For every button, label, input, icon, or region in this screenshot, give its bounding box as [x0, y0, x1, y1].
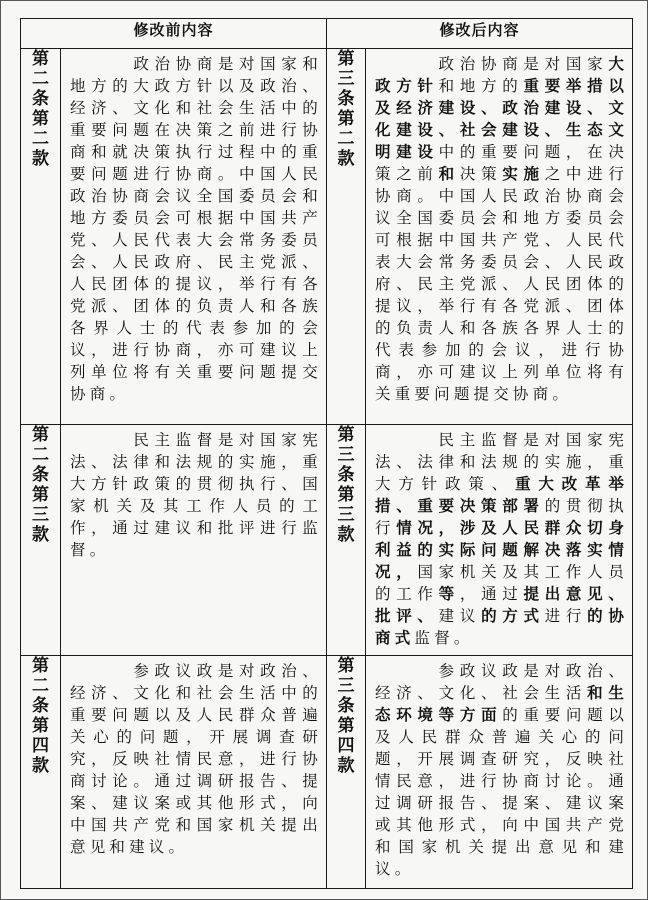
before-clause-label: 第二条第二款 — [32, 49, 49, 169]
unchanged-text: 民主监督是对国家宪法、法律和法规的实施，重大方针政策、 — [375, 431, 629, 493]
before-clause-label-cell — [21, 656, 61, 889]
after-content-cell — [366, 425, 633, 656]
unchanged-text: ，通过 — [459, 585, 524, 603]
before-text: 参政议政是对政治、经济、文化和社会生活中的重要问题以及人民群众普遍关心的问题，开展调查研究，反映社情民意，进行协商讨论。通过调研报告、提案、建议案或其他形式，向中国共产党和国家机关提出意见和建议。 — [70, 662, 323, 856]
after-content — [366, 425, 632, 649]
after-clause-label-cell — [327, 656, 366, 889]
amended-text: 的方式 — [481, 607, 545, 625]
amended-text: 提出意见、批评、 — [375, 585, 629, 625]
after-content-cell — [366, 656, 633, 889]
before-content-cell — [61, 49, 327, 425]
amended-text: 和生态环境等方面 — [375, 684, 629, 724]
unchanged-text: 的贯彻执行 — [375, 497, 629, 537]
before-clause-label: 第二条第三款 — [32, 425, 49, 545]
amendment-comparison-table — [20, 18, 633, 889]
after-clause-label: 第三条第二款 — [337, 49, 355, 169]
before-content — [61, 425, 326, 561]
before-text: 政治协商是对国家和地方的大政方针以及政治、经济、文化和社会生活中的重要问题在决策之前进行协商和就决策执行过程中的重要问题进行协商。中国人民政治协商会议全国委员会和地方委员会可根据中国共产党、人民代表大会常务委员会、人民政府、民主党派、人民团体的提议，举行有各党派、团体的负责人和各族各界人士的代表参加的会议，进行协商，亦可建议上列单位将有关重要问题提交协商。 — [70, 55, 323, 403]
before-text: 民主监督是对国家宪法、法律和法规的实施，重大方针政策的贯彻执行、国家机关及其工作人员的工作，通过建议和批评进行监督。 — [70, 431, 323, 559]
amended-text: 情况，涉及人民群众切身利益的实际问题解决落实情况， — [375, 519, 629, 581]
after-content — [366, 656, 632, 880]
before-content-cell — [61, 656, 327, 889]
amended-text: 重要举措以及经济建设、政治建设、文化建设、社会建设、生态文明建设 — [375, 77, 629, 161]
unchanged-text: 政治协商是对国家 — [437, 55, 609, 73]
unchanged-text: 之中进行协商。中国人民政治协商会议全国委员会和地方委员会可根据中国共产党、人民代表大会常务委员会、人民政府、民主党派、人民团体的提议，举行有各党派、团体的负责人和各族各界人士的代表参加的会议，进行协商，亦可建议上列单位将有关重要问题提交协商。 — [375, 165, 629, 403]
header-after: 修改后内容 — [327, 19, 633, 49]
amended-text: 重大改革举措、重要决策部署 — [375, 475, 629, 515]
table-row — [21, 49, 633, 425]
before-clause-label: 第二条第四款 — [32, 656, 49, 776]
amended-text: 大政方针 — [375, 55, 629, 95]
after-clause-label-cell — [327, 49, 366, 425]
table-row — [21, 656, 633, 889]
amended-text: 实施 — [502, 165, 545, 183]
before-content — [61, 49, 326, 405]
before-clause-label-cell — [21, 49, 61, 425]
unchanged-text: 国家机关及其工作人员的工作 — [375, 563, 629, 603]
unchanged-text: 进行 — [544, 607, 588, 625]
amended-text: 等 — [438, 585, 460, 603]
after-content-cell — [366, 49, 633, 425]
before-content-cell — [61, 425, 327, 656]
before-clause-label-cell — [21, 425, 61, 656]
before-content — [61, 656, 326, 858]
header-before: 修改前内容 — [21, 19, 327, 49]
after-clause-label-cell — [327, 425, 366, 656]
unchanged-text: 决策 — [459, 165, 503, 183]
unchanged-text: 建议 — [438, 607, 482, 625]
amended-text: 的协商式 — [375, 607, 629, 647]
header-row — [21, 19, 633, 49]
unchanged-text: 中的重要问题，在决策之前 — [375, 143, 629, 183]
unchanged-text: 参政议政是对政治、经济、文化、社会生活 — [375, 662, 629, 702]
unchanged-text: 和地方的 — [438, 77, 524, 95]
unchanged-text: 的重要问题以及人民群众普遍关心的问题，开展调查研究，反映社情民意，进行协商讨论。通过调研报告、提案、建议案或其他形式，向中国共产党和国家机关提出意见和建议。 — [375, 706, 629, 878]
after-clause-label: 第三条第三款 — [337, 425, 355, 545]
after-content — [366, 49, 632, 405]
amended-text: 和 — [438, 165, 460, 183]
after-clause-label: 第三条第四款 — [337, 656, 355, 776]
unchanged-text: 监督。 — [414, 629, 474, 647]
table-row — [21, 425, 633, 656]
